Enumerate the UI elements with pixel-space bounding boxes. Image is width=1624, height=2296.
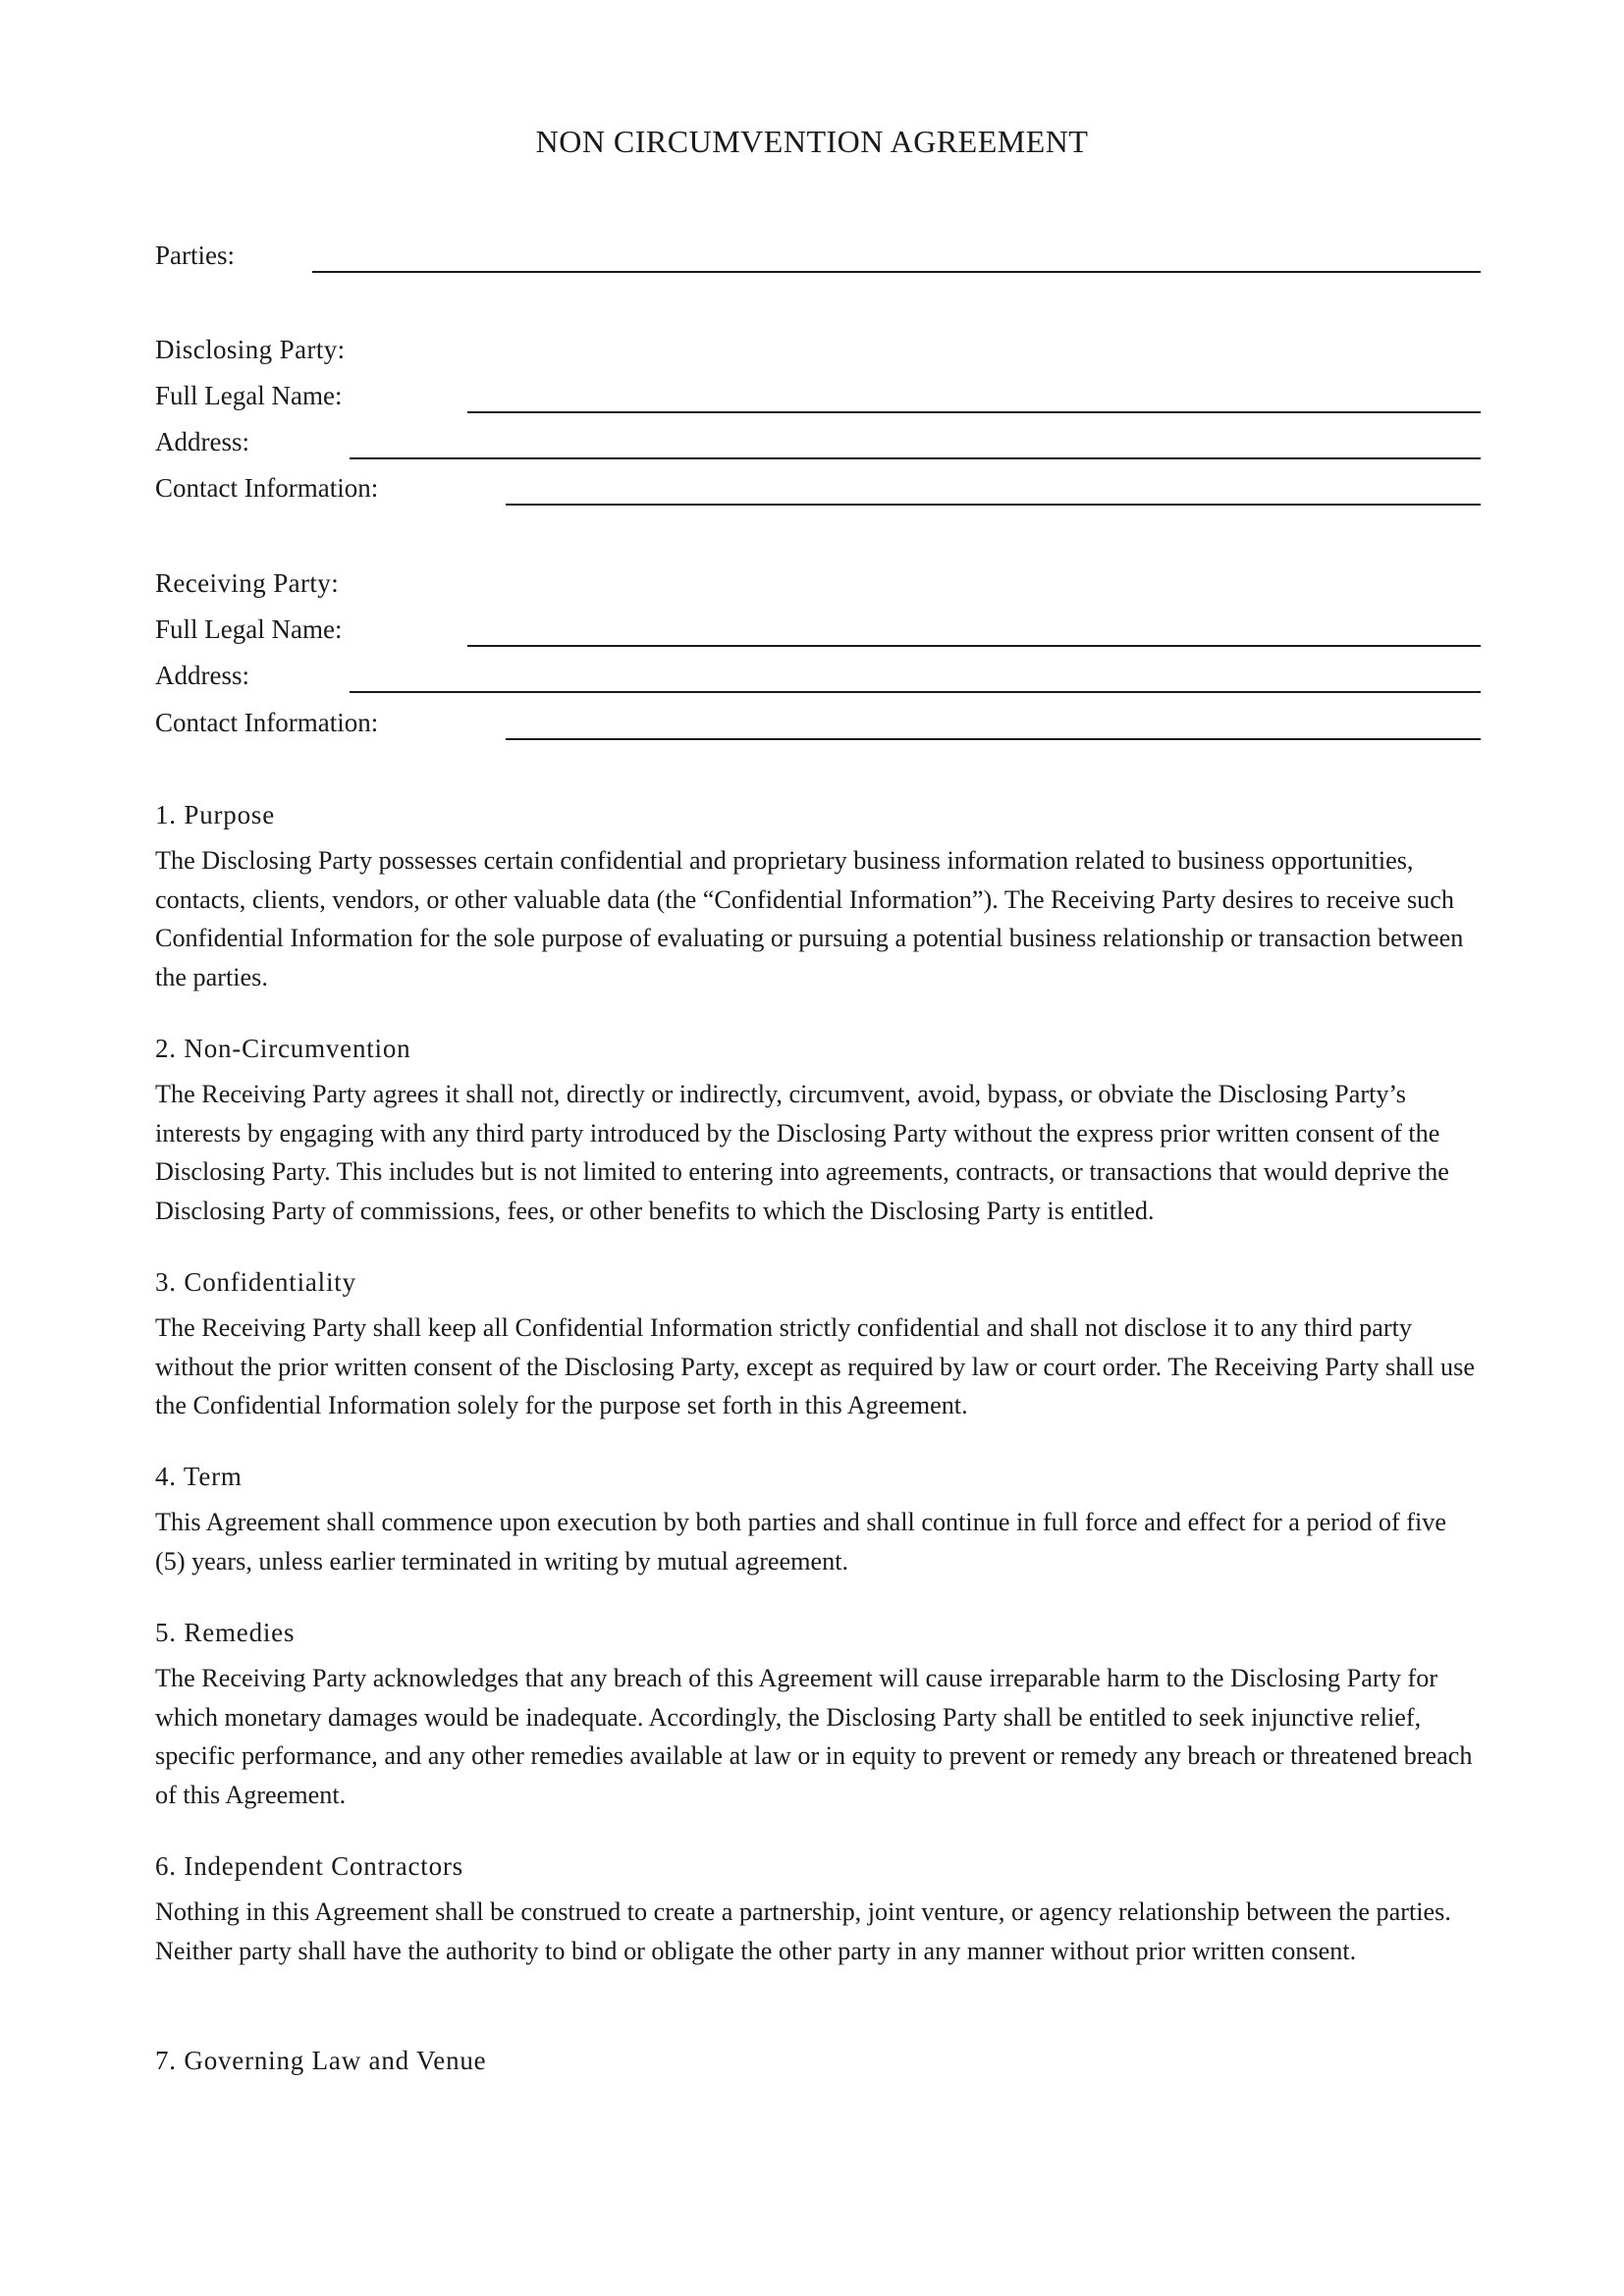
disclosing-party-heading: Disclosing Party:	[155, 335, 346, 364]
disclosing-address-blank-line[interactable]	[350, 457, 1481, 459]
section-independent-contractors	[155, 1846, 1481, 1970]
section-body: The Receiving Party agrees it shall not, directly or indirectly, circumvent, avoid, bypass, or obviate the Disclosing Party’s interests by engaging with any third party introduced by the Disclosing Party without the express prior written consent of the Disclosing Party. This includes but is not limited to entering into agreements, contracts, or transactions that would deprive the Disclosing Party of commissions, fees, or other benefits to which the Disclosing Party is entitled.	[155, 1080, 1449, 1225]
parties-label: Parties:	[155, 240, 235, 270]
receiving-name-label: Full Legal Name:	[155, 614, 343, 644]
section-body: The Receiving Party acknowledges that any breach of this Agreement will cause irreparable harm to the Disclosing Party for which monetary damages would be inadequate. Accordingly, the Disclosing Party shall be entitled to seek injunctive relief, specific performance, and any other remedies available at law or in equity to prevent or remedy any breach or threatened breach of this Agreement.	[155, 1664, 1473, 1809]
receiving-address-blank-line[interactable]	[350, 691, 1481, 693]
section-governing-law	[155, 2041, 1481, 2080]
section-non-circumvention	[155, 1029, 1481, 1230]
section-remedies	[155, 1613, 1481, 1814]
section-body: This Agreement shall commence upon execution by both parties and shall continue in full force and effect for a period of five (5) years, unless earlier terminated in writing by mutual agreement.	[155, 1508, 1447, 1575]
section-heading: 6. Independent Contractors	[155, 1851, 463, 1881]
disclosing-contact-blank-line[interactable]	[506, 504, 1481, 506]
document-title: NON CIRCUMVENTION AGREEMENT	[535, 124, 1089, 159]
receiving-name-row	[155, 610, 1481, 649]
parties-row	[155, 236, 1481, 275]
receiving-contact-row	[155, 703, 1481, 742]
receiving-contact-label: Contact Information:	[155, 708, 379, 737]
disclosing-contact-row	[155, 468, 1481, 507]
parties-blank-line[interactable]	[312, 271, 1481, 273]
disclosing-name-label: Full Legal Name:	[155, 381, 343, 410]
receiving-name-blank-line[interactable]	[467, 645, 1481, 647]
disclosing-name-blank-line[interactable]	[467, 411, 1481, 413]
section-heading: 2. Non-Circumvention	[155, 1034, 411, 1063]
disclosing-contact-label: Contact Information:	[155, 473, 379, 503]
receiving-address-row	[155, 656, 1481, 695]
section-heading: 5. Remedies	[155, 1618, 296, 1647]
receiving-contact-blank-line[interactable]	[506, 738, 1481, 740]
section-heading: 4. Term	[155, 1462, 243, 1491]
section-purpose	[155, 795, 1481, 996]
section-confidentiality	[155, 1262, 1481, 1425]
section-term	[155, 1457, 1481, 1580]
section-body: Nothing in this Agreement shall be construed to create a partnership, joint venture, or agency relationship between the parties. Neither party shall have the authority to bind or obligate the other party in any manner without prior written consent.	[155, 1897, 1451, 1965]
receiving-party-heading: Receiving Party:	[155, 568, 340, 598]
section-body: The Receiving Party shall keep all Confidential Information strictly confidential and shall not disclose it to any third party without the prior written consent of the Disclosing Party, except as required by law or court order. The Receiving Party shall use the Confidential Information solely for the purpose set forth in this Agreement.	[155, 1313, 1475, 1419]
section-heading: 7. Governing Law and Venue	[155, 2046, 487, 2075]
section-heading: 3. Confidentiality	[155, 1267, 356, 1297]
section-heading: 1. Purpose	[155, 800, 275, 829]
disclosing-address-row	[155, 422, 1481, 461]
disclosing-address-label: Address:	[155, 427, 249, 456]
receiving-address-label: Address:	[155, 661, 249, 690]
disclosing-name-row	[155, 376, 1481, 415]
section-body: The Disclosing Party possesses certain confidential and proprietary business information related to business opportunities, contacts, clients, vendors, or other valuable data (the “Confidential Information”). The Receiving Party desires to receive such Confidential Information for the sole purpose of evaluating or pursuing a potential business relationship or transaction between the parties.	[155, 846, 1464, 991]
